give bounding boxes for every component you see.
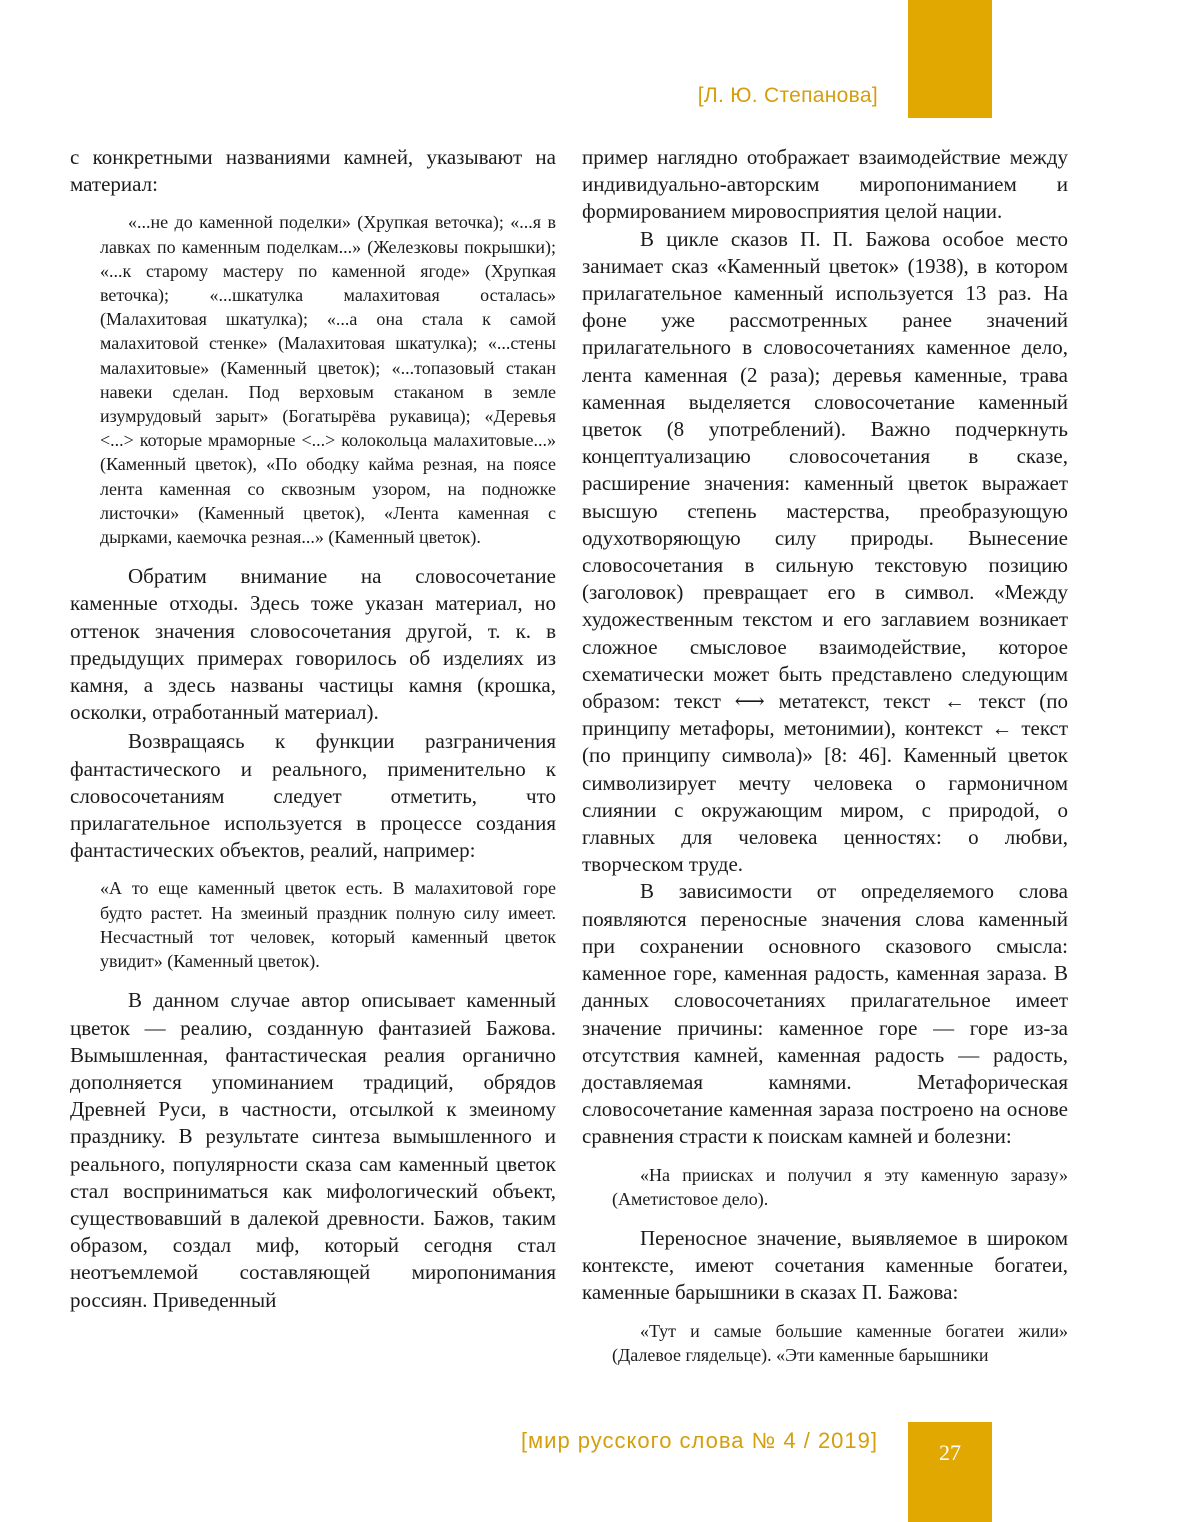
paragraph: с конкретными названиями камней, указывают на материал: <box>70 145 556 197</box>
paragraph: пример наглядно отображает взаимодействие между индивидуально-авторским миропониманием и формированием мировосприятия целой нации. <box>582 145 1068 224</box>
paragraph: Возвращаясь к функции разграничения фантастического и реального, применительно к словосочетаниям следует отметить, что прилагательное используется в процессе создания фантастических объектов, реалий, например: <box>70 729 556 863</box>
page-number: 27 <box>939 1440 961 1465</box>
paragraph: В данном случае автор описывает каменный цветок — реалию, созданную фантазией Бажова. Вымышленная, фантастическая реалия органично дополняется упоминанием традиций, обрядов Древней Руси, в частности, отсылкой к змеиному празднику. В результате синтеза вымышленного и реального, популярности сказа сам каменный цветок стал восприниматься как мифологический объект, существовавший в далекой древности. Бажов, таким образом, создал миф, который сегодня стал неотъемлемой составляющей миропонимания россиян. Приведенный <box>70 988 556 1312</box>
quotation-block: «Тут и самые большие каменные богатеи жили» (Далевое глядельце). «Эти каменные барышники <box>612 1320 1068 1365</box>
paragraph: В цикле сказов П. П. Бажова особое место занимает сказ «Каменный цветок» (1938), в котором прилагательное каменный используется 13 раз. На фоне уже рассмотренных ранее значений прилагательного в словосочетаниях каменное дело, лента каменная (2 раза); деревья каменные, трава каменная выделяется словосочетание каменный цветок (8 употреблений). Важно подчеркнуть концептуализацию словосочетания в сказе, расширение значения: каменный цветок выражает высшую степень мастерства, преобразующую одухотворяющую силу природы. Вынесение словосочетания в сильную текстовую позицию (заголовок) превращает его в символ. «Между художественным текстом и его заглавием возникает сложное смысловое взаимодействие, которое схематически может быть представлено следующим образом: текст ⟷ метатекст, текст ← текст (по принципу метафоры, метонимии), контекст ← текст (по принципу символа)» [8: 46]. Каменный цветок символизирует мечту человека о гармоничном слиянии с окружающим миром, с природой, о главных для человека ценностях: о любви, творческом труде. <box>582 226 1068 877</box>
right-column <box>582 144 1068 1367</box>
quotation-block: «А то еще каменный цветок есть. В малахитовой горе будто растет. На змеиный праздник полную силу имеет. Несчастный тот человек, который каменный цветок увидит» (Каменный цветок). <box>100 878 556 972</box>
paragraph: Обратим внимание на словосочетание каменные отходы. Здесь тоже указан материал, но оттенок значения словосочетания другой, т. к. в предыдущих примерах говорилось об изделиях из камня, а здесь названы частицы камня (крошка, осколки, отработанный материал). <box>70 564 556 725</box>
left-column <box>70 144 556 1314</box>
accent-bar-bottom <box>908 1422 992 1522</box>
running-header-author: [Л. Ю. Степанова] <box>697 84 878 107</box>
quotation-block: «На приисках и получил я эту каменную заразу» (Аметистовое дело). <box>612 1164 1068 1209</box>
paragraph: В зависимости от определяемого слова появляются переносные значения слова каменный при сохранении основного сказового смысла: каменное горе, каменная радость, каменная зараза. В данных словосочетаниях прилагательное имеет значение причины: каменное горе — горе из-за отсутствия камней, каменная радость — радость, доставляемая камнями. Метафорическая словосочетание каменная зараза построено на основе сравнения страсти к поискам камней и болезни: <box>582 879 1068 1149</box>
accent-bar-top <box>908 0 992 118</box>
quotation-block: «...не до каменной поделки» (Хрупкая веточка); «...я в лавках по каменным поделкам...» (Железковы покрышки); «...к старому мастеру по каменной ягоде» (Хрупкая веточка); «...шкатулка малахитовая осталась» (Малахитовая шкатулка); «...а она стала к самой малахитовой стенке» (Малахитовая шкатулка); «...стены малахитовые» (Каменный цветок); «...топазовый стакан навеки сделан. Под верховым стаканом в земле изумрудовый зарыт» (Богатырёва рукавица); «Деревья <...> которые мраморные <...> колокольца малахитовые...» (Каменный цветок), «По ободку кайма резная, на поясе лента каменная со сквозным узором, на подножке листочки» (Каменный цветок), «Лента каменная с дырками, каемочка резная...» (Каменный цветок). <box>100 212 556 548</box>
running-footer-journal: [мир русского слова № 4 / 2019] <box>520 1428 878 1453</box>
paragraph: Переносное значение, выявляемое в широком контексте, имеют сочетания каменные богатеи, каменные барышники в сказах П. Бажова: <box>582 1225 1068 1305</box>
